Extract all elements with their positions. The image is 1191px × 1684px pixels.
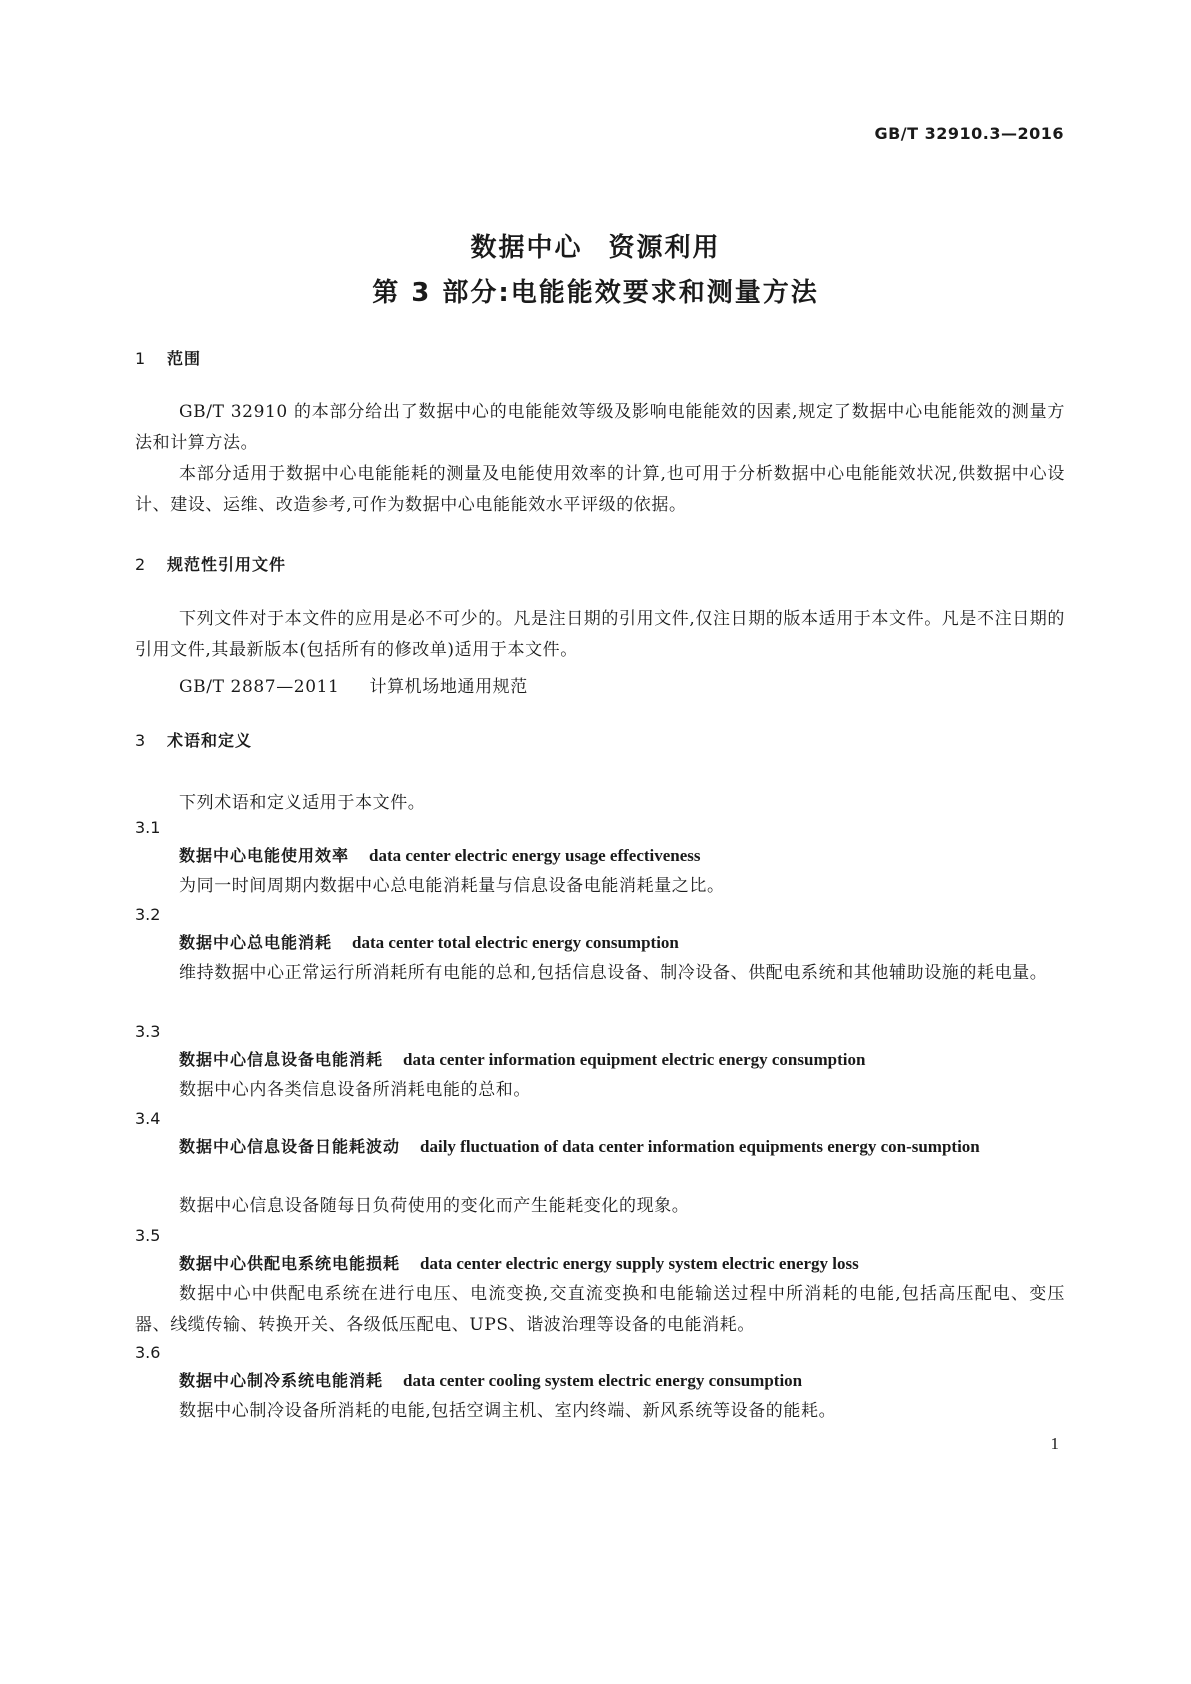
title-part-b: 资源利用: [608, 233, 721, 263]
term-chinese: 数据中心信息设备电能消耗: [179, 1050, 384, 1069]
term-english: data center information equipment electric energy consumption: [403, 1050, 866, 1069]
term-number: 3.2: [135, 905, 161, 924]
term-english: data center electric energy supply system electric energy loss: [420, 1254, 859, 1273]
term-chinese: 数据中心电能使用效率: [179, 846, 350, 865]
term-english: daily fluctuation of data center information equipments energy con-sumption: [420, 1137, 980, 1156]
section-title: 范围: [167, 349, 202, 368]
term-definition: 数据中心制冷设备所消耗的电能,包括空调主机、室内终端、新风系统等设备的能耗。: [179, 1401, 837, 1421]
section-number: 2: [135, 555, 147, 574]
term-chinese: 数据中心总电能消耗: [179, 933, 333, 952]
term-definition: 数据中心中供配电系统在进行电压、电流变换,交直流变换和电能输送过程中所消耗的电能,包括高压配电、变压器、线缆传输、转换开关、各级低压配电、UPS、谐波治理等设备的电能消耗。: [135, 1284, 1065, 1335]
term-heading: [135, 1365, 1065, 1396]
standard-code: GB/T 32910.3—2016: [874, 124, 1064, 143]
term-english: data center total electric energy consumption: [352, 933, 679, 952]
term-definition: 数据中心信息设备随每日负荷使用的变化而产生能耗变化的现象。: [179, 1196, 690, 1216]
term-english: data center electric energy usage effectiveness: [369, 846, 701, 865]
title-part-a: 数据中心: [470, 233, 583, 263]
term-number: 3.5: [135, 1226, 161, 1245]
term-number: 3.4: [135, 1109, 161, 1128]
section-2-heading: [135, 552, 286, 575]
term-chinese: 数据中心供配电系统电能损耗: [179, 1254, 401, 1273]
section-2-paragraph-1: 下列文件对于本文件的应用是必不可少的。凡是注日期的引用文件,仅注日期的版本适用于本文件。凡是不注日期的引用文件,其最新版本(包括所有的修改单)适用于本文件。: [135, 609, 1066, 660]
term-heading: [135, 927, 1065, 958]
term-definition: 数据中心内各类信息设备所消耗电能的总和。: [179, 1080, 531, 1100]
section-title: 规范性引用文件: [167, 555, 287, 574]
section-3-heading: [135, 728, 252, 751]
document-title-line2: 第 3 部分:电能能效要求和测量方法: [372, 278, 819, 308]
reference-title: 计算机场地通用规范: [369, 677, 528, 697]
section-number: 1: [135, 349, 147, 368]
term-chinese: 数据中心制冷系统电能消耗: [179, 1371, 384, 1390]
term-number: 3.6: [135, 1343, 161, 1362]
term-heading: [135, 1044, 1065, 1075]
normative-reference: [135, 672, 528, 697]
term-definition: 为同一时间周期内数据中心总电能消耗量与信息设备电能消耗量之比。: [179, 876, 725, 896]
term-chinese: 数据中心信息设备日能耗波动: [179, 1137, 401, 1156]
term-heading: [135, 1131, 1065, 1162]
page-number: 1: [1050, 1434, 1059, 1453]
term-number: 3.1: [135, 818, 161, 837]
reference-code: GB/T 2887—2011: [179, 677, 340, 697]
section-1-paragraph-2: 本部分适用于数据中心电能能耗的测量及电能使用效率的计算,也可用于分析数据中心电能能效状况,供数据中心设计、建设、运维、改造参考,可作为数据中心电能能效水平评级的依据。: [135, 464, 1065, 515]
document-title-line1: [0, 227, 1191, 264]
section-number: 3: [135, 731, 147, 750]
term-heading: [135, 1248, 1065, 1279]
term-number: 3.3: [135, 1022, 161, 1041]
term-heading: [135, 840, 1065, 871]
term-definition: 维持数据中心正常运行所消耗所有电能的总和,包括信息设备、制冷设备、供配电系统和其他辅助设施的耗电量。: [179, 963, 1048, 983]
section-1-paragraph-1: GB/T 32910 的本部分给出了数据中心的电能能效等级及影响电能能效的因素,规定了数据中心电能能效的测量方法和计算方法。: [135, 402, 1065, 453]
section-3-intro: 下列术语和定义适用于本文件。: [179, 793, 426, 813]
term-english: data center cooling system electric energy consumption: [403, 1371, 803, 1390]
section-1-heading: [135, 346, 201, 369]
section-title: 术语和定义: [167, 731, 253, 750]
